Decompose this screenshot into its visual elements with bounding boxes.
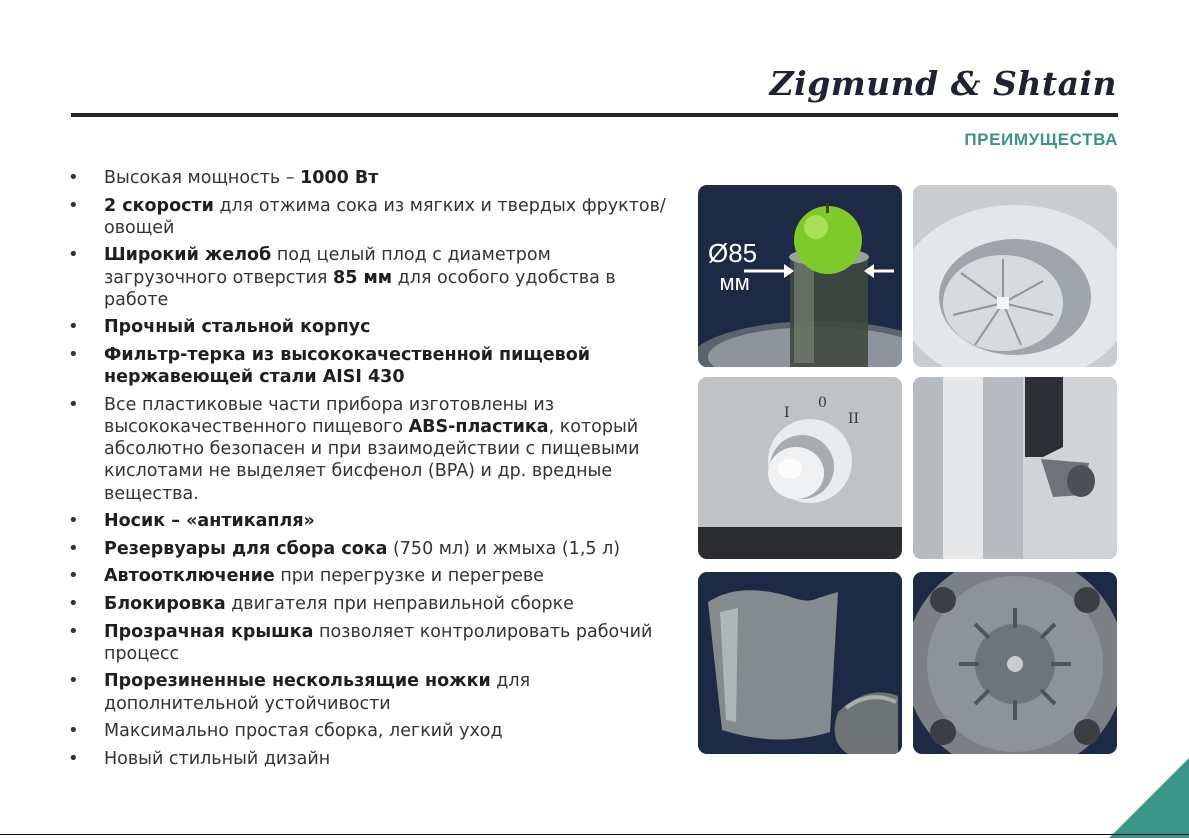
non-slip-feet-illustration bbox=[913, 572, 1117, 754]
feature-list bbox=[68, 167, 668, 775]
feature-item: • Максимально простая сборка, легкий уход bbox=[68, 720, 668, 742]
juice-container-illustration bbox=[698, 572, 902, 754]
speed-dial-illustration bbox=[698, 377, 902, 559]
anti-drip-spout-illustration bbox=[913, 377, 1117, 559]
feature-item: • Новый стильный дизайн bbox=[68, 748, 668, 770]
dial-mark-i: I bbox=[784, 405, 790, 421]
feature-item: • Блокировка двигателя при неправильной сборке bbox=[68, 593, 668, 615]
footer-rule bbox=[0, 834, 1189, 835]
feature-item: • Все пластиковые части прибора изготовлены из высококачественного пищевого ABS-пластика, который абсолютно безопасен и при взаимодействии с пищевыми кислотами не выделяет бисфенол (BPA) и др. вредные вещества. bbox=[68, 394, 668, 505]
feature-item: • Широкий желоб под целый плод с диаметром загрузочного отверстия 85 мм для особого удобства в работе bbox=[68, 244, 668, 311]
filter-disc-illustration bbox=[913, 185, 1117, 367]
corner-accent bbox=[1049, 758, 1189, 838]
feature-item: • Резервуары для сбора сока (750 мл) и жмыха (1,5 л) bbox=[68, 538, 668, 560]
dial-mark-ii: II bbox=[848, 411, 860, 427]
feature-item: • Прорезиненные нескользящие ножки для дополнительной устойчивости bbox=[68, 670, 668, 714]
dial-mark-0: 0 bbox=[818, 395, 827, 411]
photo-filter-disc bbox=[913, 185, 1117, 367]
photo-spout bbox=[913, 377, 1117, 559]
diameter-unit: мм bbox=[719, 270, 750, 295]
photo-juice-container bbox=[698, 572, 902, 754]
photo-base-feet bbox=[913, 572, 1117, 754]
feature-item: • Прозрачная крышка позволяет контролировать рабочий процесс bbox=[68, 621, 668, 665]
feature-item: • Прочный стальной корпус bbox=[68, 316, 668, 338]
feature-item: • Автоотключение при перегрузке и перегреве bbox=[68, 565, 668, 587]
feature-item: • Фильтр-терка из высококачественной пищевой нержавеющей стали AISI 430 bbox=[68, 344, 668, 388]
photo-speed-dial bbox=[698, 377, 902, 559]
diameter-label bbox=[708, 238, 757, 298]
feature-item: • Носик – «антикапля» bbox=[68, 510, 668, 532]
header-rule bbox=[71, 113, 1118, 117]
brand-logo: Zigmund & Shtain bbox=[769, 64, 1117, 103]
section-title: ПРЕИМУЩЕСТВА bbox=[964, 130, 1118, 149]
feature-item: • Высокая мощность – 1000 Вт bbox=[68, 167, 668, 189]
feature-item: • 2 скорости для отжима сока из мягких и твердых фруктов/овощей bbox=[68, 195, 668, 239]
diameter-value: Ø85 bbox=[708, 238, 758, 268]
